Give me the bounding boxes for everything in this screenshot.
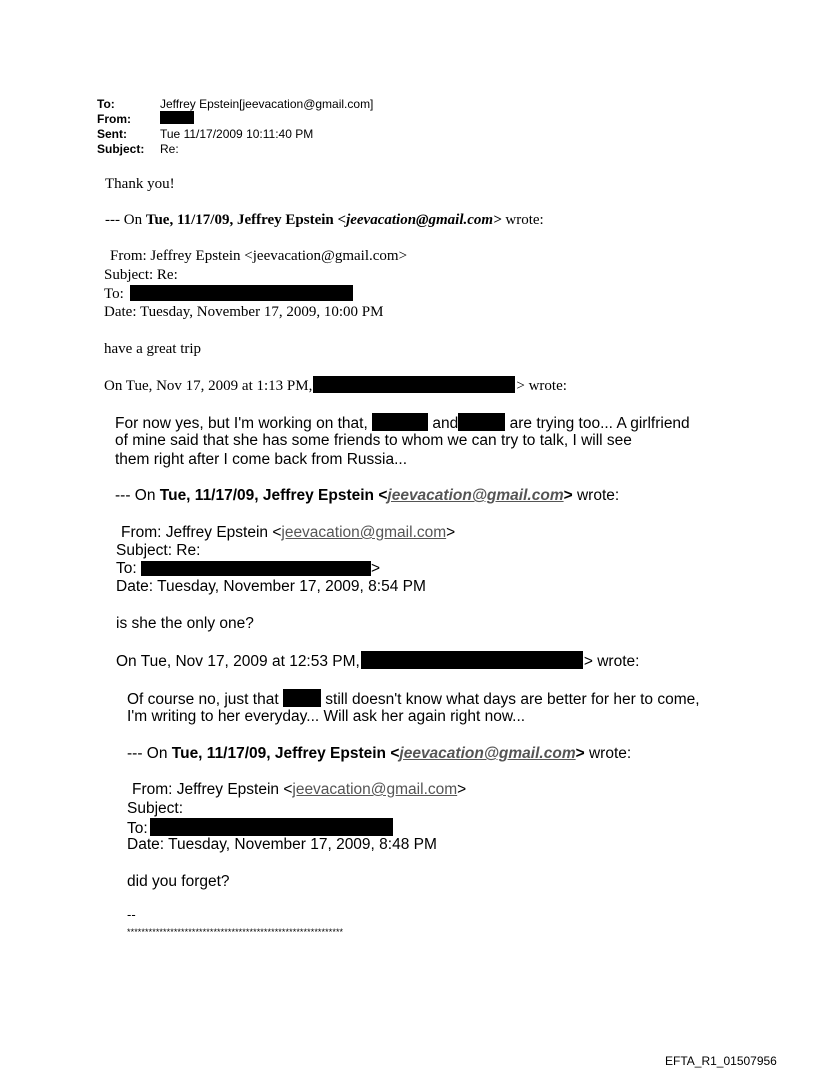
text: From: Jeffrey Epstein < (121, 524, 282, 541)
msg-body-line: them right after I come back from Russia... (115, 451, 408, 468)
from-label: From: (97, 112, 131, 126)
redaction-block (313, 376, 515, 393)
email-link[interactable]: jeevacation@gmail.com (281, 524, 447, 541)
quote-prefix: --- On (115, 487, 160, 504)
document-id: EFTA_R1_01507956 (665, 1054, 777, 1068)
text: still doesn't know what days are better for her to come, (325, 691, 700, 708)
redaction-block (361, 651, 583, 669)
quote-email: <jeevacation@gmail.com> (337, 212, 502, 228)
redaction-block (130, 285, 353, 301)
text: > (575, 745, 585, 762)
msg-date-line: Date: Tuesday, November 17, 2009, 10:00 PM (104, 304, 384, 320)
msg-body-line (115, 413, 690, 433)
msg-subject-line: Subject: Re: (104, 267, 178, 283)
on-wrote-line (116, 651, 639, 671)
quote-prefix: --- On (127, 745, 172, 762)
text: Of course no, just that (127, 691, 279, 708)
sent-value: Tue 11/17/2009 10:11:40 PM (160, 127, 314, 141)
quote-date: Tue, 11/17/09, Jeffrey Epstein < (171, 745, 400, 762)
msg-subject-line: Subject: Re: (116, 542, 201, 559)
email-link[interactable]: jeevacation@gmail.com (399, 745, 576, 762)
msg-body-line (127, 689, 700, 709)
subject-value: Re: (160, 142, 179, 156)
email-link[interactable]: jeevacation@gmail.com (387, 487, 564, 504)
quote-suffix: wrote: (501, 212, 544, 228)
msg-body-line: of mine said that she has some friends to whom we can try to talk, I will see (115, 432, 632, 449)
text: > (457, 781, 467, 798)
quote-header (105, 211, 544, 229)
subject-label: Subject: (97, 142, 145, 156)
msg-body: is she the only one? (116, 615, 254, 632)
on-prefix: On Tue, Nov 17, 2009 at 12:53 PM, (116, 653, 360, 670)
quote-date: Tue, 11/17/09, Jeffrey Epstein (145, 212, 338, 228)
msg-to-line (127, 818, 393, 838)
to-label: To: (127, 820, 148, 837)
redaction-block (458, 413, 505, 431)
msg-body: did you forget? (127, 873, 230, 890)
quote-header (115, 487, 619, 505)
text: and (432, 415, 459, 432)
redaction-block (372, 413, 428, 431)
quote-suffix: wrote: (584, 745, 632, 762)
on-suffix: > wrote: (516, 378, 567, 394)
signature-stars: ************************************************************ (127, 927, 344, 937)
sent-label: Sent: (97, 127, 127, 141)
quote-date: Tue, 11/17/09, Jeffrey Epstein < (159, 487, 388, 504)
to-label: To: (97, 97, 115, 111)
on-wrote-line (104, 376, 567, 395)
msg-date-line: Date: Tuesday, November 17, 2009, 8:48 PM (127, 836, 437, 853)
text: > (563, 487, 573, 504)
text: are trying too... A girlfriend (509, 415, 690, 432)
msg-body: have a great trip (104, 341, 202, 357)
msg-to-line (116, 560, 380, 578)
msg-date-line: Date: Tuesday, November 17, 2009, 8:54 PM (116, 578, 426, 595)
msg-body-line: I'm writing to her everyday... Will ask her again right now... (127, 708, 526, 725)
signature-dashes: -- (127, 907, 136, 922)
quote-suffix: wrote: (572, 487, 620, 504)
redaction-block (283, 689, 321, 707)
redaction-block (160, 111, 194, 124)
quote-header (127, 745, 631, 763)
redaction-block (150, 818, 393, 836)
to-label: To: (104, 286, 124, 302)
redaction-block (141, 561, 371, 576)
text: > (371, 560, 381, 577)
text: > (446, 524, 456, 541)
reply-body: Thank you! (105, 176, 175, 192)
quote-prefix: --- On (105, 212, 146, 228)
msg-from-line (132, 781, 466, 799)
msg-subject-line: Subject: (127, 800, 184, 817)
email-link[interactable]: jeevacation@gmail.com (292, 781, 458, 798)
text: For now yes, but I'm working on that, (115, 415, 368, 432)
to-value: Jeffrey Epstein[jeevacation@gmail.com] (160, 97, 374, 111)
on-prefix: On Tue, Nov 17, 2009 at 1:13 PM, (104, 378, 313, 394)
msg-from-line (121, 524, 455, 542)
text: From: Jeffrey Epstein < (132, 781, 293, 798)
to-label: To: (116, 560, 137, 577)
on-suffix: > wrote: (583, 653, 640, 670)
msg-from-line: From: Jeffrey Epstein <jeevacation@gmail.com> (110, 248, 408, 264)
msg-to-line (104, 285, 353, 303)
